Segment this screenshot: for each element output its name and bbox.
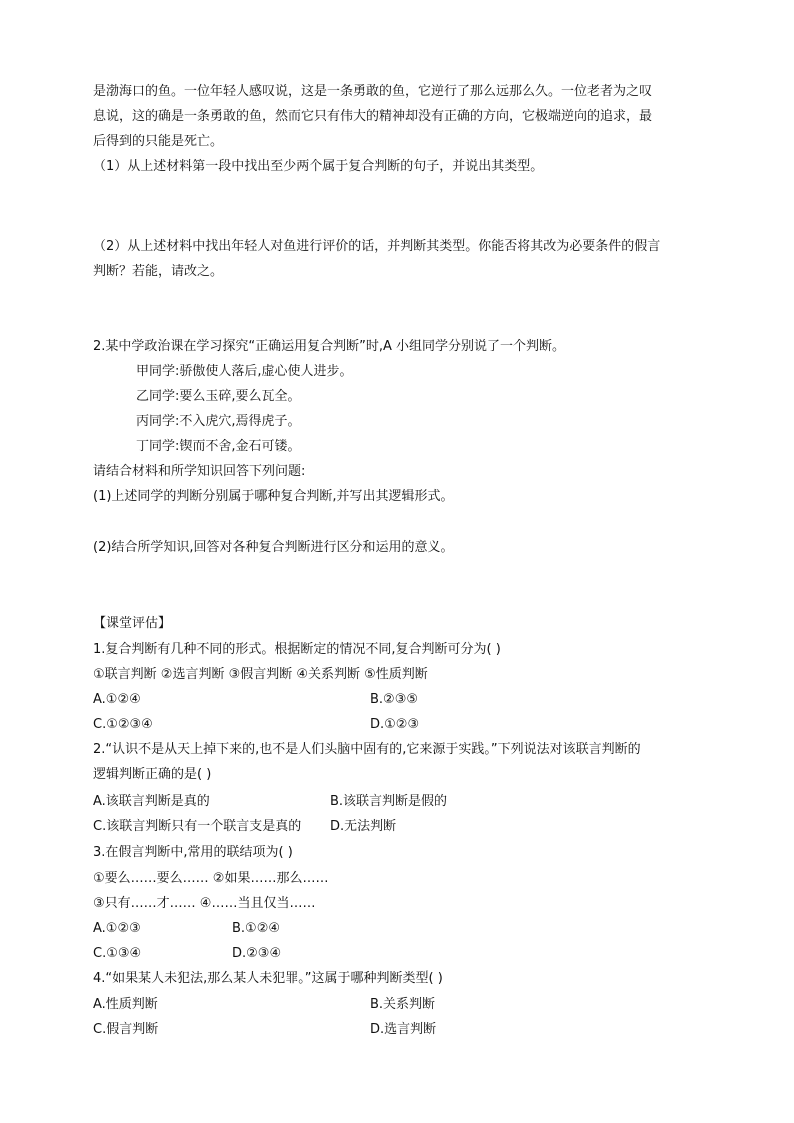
eval-q4-stem: 4.“如果某人未犯法,那么某人未犯罪。”这属于哪种判断类型( ) xyxy=(93,971,443,986)
material-text-line: 是渤海口的鱼。一位年轻人感叹说，这是一条勇敢的鱼，它逆行了那么远那么久。一位老者为之叹 xyxy=(93,84,653,99)
question-1-sub-1: （1）从上述材料第一段中找出至少两个属于复合判断的句子，并说出其类型。 xyxy=(93,159,544,174)
option-a: A.①②③ xyxy=(93,921,141,936)
option-a: A.性质判断 xyxy=(93,997,158,1012)
student-statement: 乙同学:要么玉碎,要么瓦全。 xyxy=(136,389,301,404)
question-2-prompt: 请结合材料和所学知识回答下列问题: xyxy=(93,464,306,479)
eval-q3-items: ①要么……要么…… ②如果……那么…… xyxy=(93,871,329,886)
option-b: B.①②④ xyxy=(232,921,281,936)
question-2-sub-1: (1)上述同学的判断分别属于哪种复合判断,并写出其逻辑形式。 xyxy=(93,489,454,504)
option-b: B.该联言判断是假的 xyxy=(330,794,448,809)
material-text-line: 后得到的只能是死亡。 xyxy=(93,134,224,149)
eval-q3-stem: 3.在假言判断中,常用的联结项为( ) xyxy=(93,845,293,860)
question-1-sub-2: （2）从上述材料中找出年轻人对鱼进行评价的话，并判断其类型。你能否将其改为必要条件的假言 xyxy=(93,239,661,254)
eval-q1-items: ①联言判断 ②选言判断 ③假言判断 ④关系判断 ⑤性质判断 xyxy=(93,667,428,682)
section-heading: 【课堂评估】 xyxy=(93,616,172,631)
eval-q3-items: ③只有……才…… ④……当且仅当…… xyxy=(93,896,316,911)
eval-q2-stem: 2.“认识不是从天上掉下来的,也不是人们头脑中固有的,它来源于实践。”下列说法对该联言判断的 xyxy=(93,742,641,757)
student-statement: 丙同学:不入虎穴,焉得虎子。 xyxy=(136,414,301,429)
option-c: C.假言判断 xyxy=(93,1022,159,1037)
question-2-sub-2: (2)结合所学知识,回答对各种复合判断进行区分和运用的意义。 xyxy=(93,540,454,555)
option-d: D.选言判断 xyxy=(370,1022,437,1037)
question-2-stem: 2.某中学政治课在学习探究“正确运用复合判断”时,A 小组同学分别说了一个判断。 xyxy=(93,339,566,354)
option-b: B.关系判断 xyxy=(370,997,436,1012)
option-b: B.②③⑤ xyxy=(370,692,419,707)
option-d: D.②③④ xyxy=(232,946,282,961)
eval-q1-stem: 1.复合判断有几种不同的形式。根据断定的情况不同,复合判断可分为( ) xyxy=(93,642,501,657)
option-c: C.①③④ xyxy=(93,946,142,961)
student-statement: 甲同学:骄傲使人落后,虚心使人进步。 xyxy=(136,364,353,379)
option-d: D.①②③ xyxy=(370,717,420,732)
question-1-sub-2-cont: 判断？若能，请改之。 xyxy=(93,264,224,279)
eval-q2-stem-cont: 逻辑判断正确的是( ) xyxy=(93,767,212,782)
material-text-line: 息说，这的确是一条勇敢的鱼，然而它只有伟大的精神却没有正确的方向，它极端逆向的追求，最 xyxy=(93,109,653,124)
option-a: A.①②④ xyxy=(93,692,141,707)
option-c: C.①②③④ xyxy=(93,717,153,732)
option-d: D.无法判断 xyxy=(330,819,397,834)
student-statement: 丁同学:锲而不舍,金石可镂。 xyxy=(136,439,301,454)
option-a: A.该联言判断是真的 xyxy=(93,794,210,809)
option-c: C.该联言判断只有一个联言支是真的 xyxy=(93,819,302,834)
